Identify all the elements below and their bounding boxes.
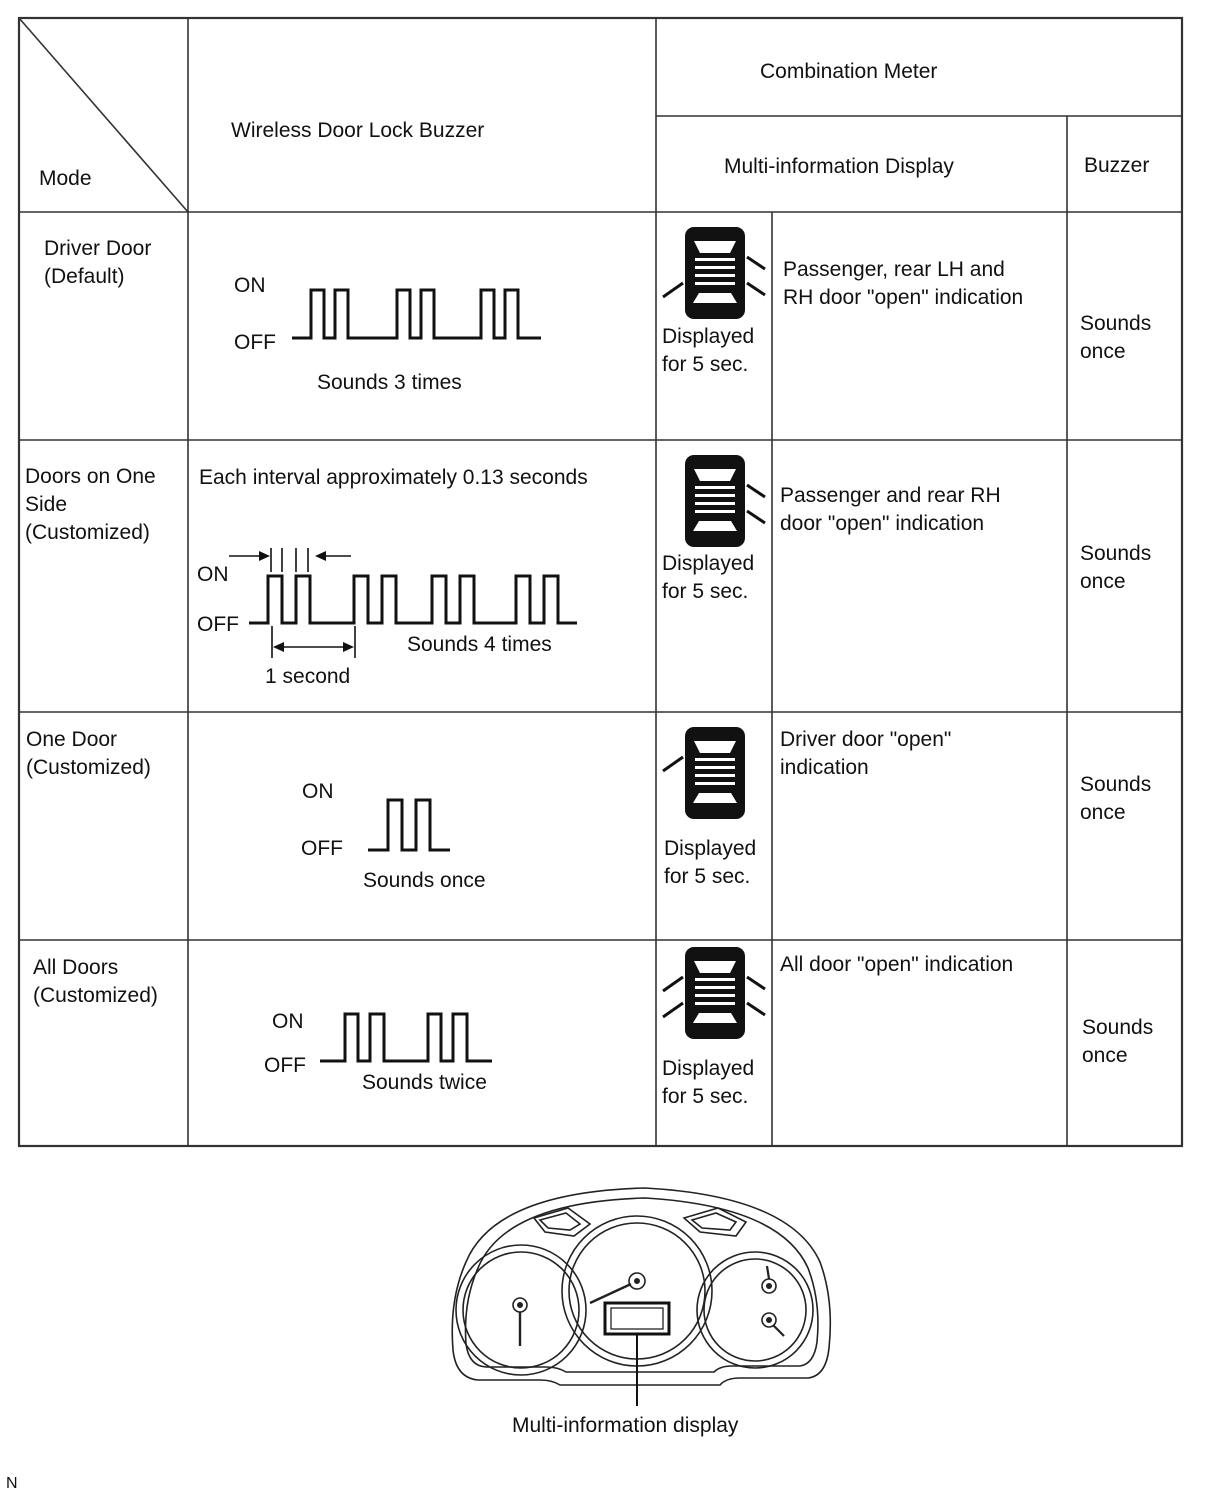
indication-text: Driver door "open" indication [780, 728, 952, 779]
buzzer-waveform [320, 1014, 492, 1061]
car-door-icon [663, 227, 765, 319]
interval-note: Each interval approximately 0.13 seconds [199, 466, 588, 489]
buzzer-waveform [368, 800, 450, 850]
table-row [44, 227, 1157, 394]
indication-text: All door "open" indication [780, 953, 1014, 976]
buzzer-waveform [249, 576, 577, 623]
meter-buzzer-text: Sounds once [1082, 1016, 1154, 1067]
wave-on-label: ON [197, 563, 229, 586]
combination-meter-illustration [452, 1188, 830, 1406]
buzzer-waveform [292, 290, 541, 338]
header-wireless-buzzer: Wireless Door Lock Buzzer [231, 119, 485, 142]
wave-off-label: OFF [197, 613, 239, 636]
header-combination-meter: Combination Meter [760, 60, 938, 83]
display-duration: Displayed for 5 sec. [662, 1057, 755, 1108]
meter-buzzer-text: Sounds once [1080, 773, 1152, 824]
mode-label: Driver Door (Default) [44, 237, 152, 288]
meter-buzzer-text: Sounds once [1080, 542, 1152, 593]
interval-markers [229, 548, 351, 572]
period-marker [272, 626, 355, 658]
corner-mark: N [6, 1475, 18, 1492]
wave-off-label: OFF [234, 331, 276, 354]
display-duration: Displayed for 5 sec. [664, 837, 757, 888]
table-row [25, 455, 1157, 688]
wave-off-label: OFF [264, 1054, 306, 1077]
wave-on-label: ON [302, 780, 334, 803]
indication-text: Passenger, rear LH and RH door "open" indication [783, 258, 1024, 309]
wave-caption: Sounds 4 times [407, 633, 552, 656]
wave-off-label: OFF [301, 837, 343, 860]
header-multi-info-display: Multi-information Display [724, 155, 954, 178]
wave-caption: Sounds 3 times [317, 371, 462, 394]
table-grid [19, 18, 1182, 1146]
car-door-icon [663, 947, 765, 1039]
meter-buzzer-text: Sounds once [1080, 312, 1152, 363]
wave-on-label: ON [234, 274, 266, 297]
multi-info-display-callout: Multi-information display [512, 1414, 739, 1437]
table-row [33, 947, 1159, 1108]
corner-mode-label: Mode [39, 167, 92, 190]
mode-label: Doors on One Side (Customized) [25, 465, 156, 544]
header-meter-buzzer: Buzzer [1084, 154, 1150, 177]
wave-on-label: ON [272, 1010, 304, 1033]
car-door-icon [685, 455, 765, 547]
mode-label: One Door (Customized) [26, 728, 151, 779]
period-label: 1 second [265, 665, 351, 688]
indication-text: Passenger and rear RH door "open" indication [780, 484, 1001, 535]
wave-caption: Sounds twice [362, 1071, 487, 1094]
display-duration: Displayed for 5 sec. [662, 325, 755, 376]
wave-caption: Sounds once [363, 869, 486, 892]
car-door-icon [663, 727, 745, 819]
table-row [26, 727, 1157, 892]
display-duration: Displayed for 5 sec. [662, 552, 755, 603]
mode-label: All Doors (Customized) [33, 956, 158, 1007]
